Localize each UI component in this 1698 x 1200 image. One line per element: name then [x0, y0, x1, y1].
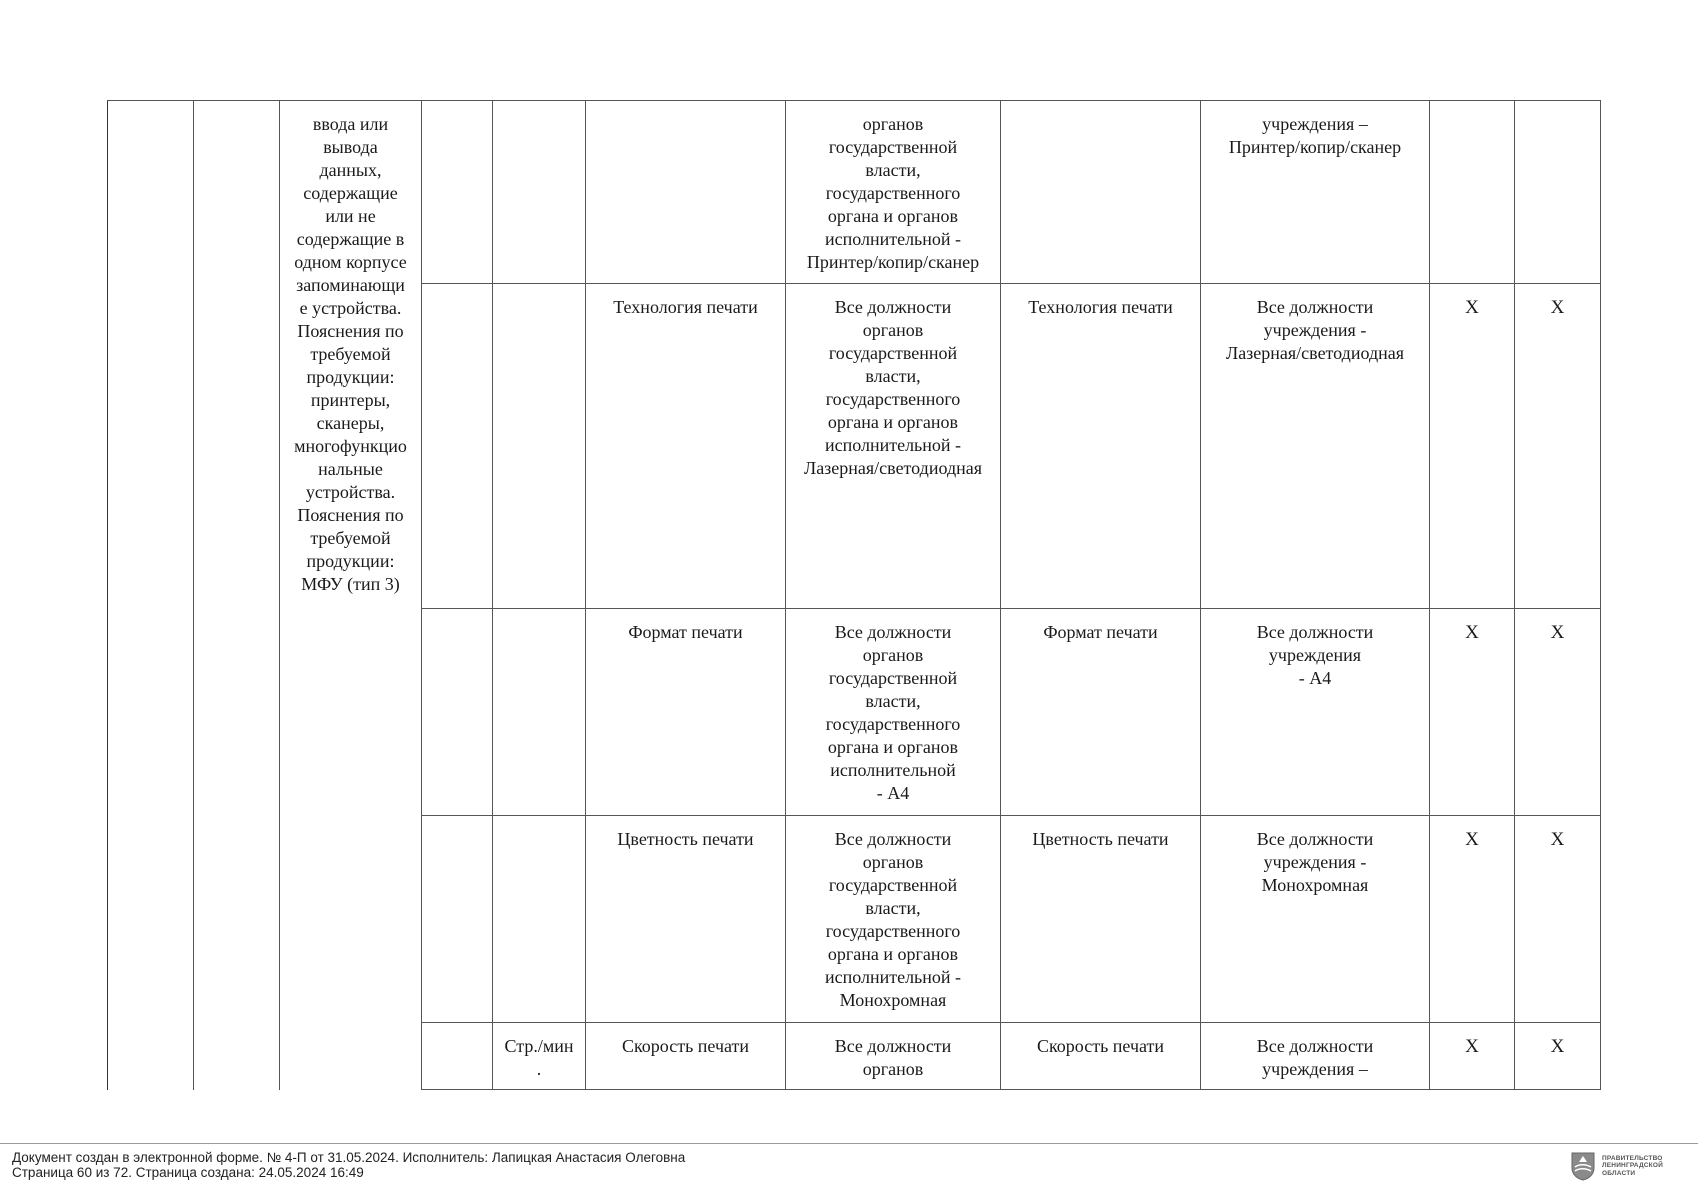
mark-cell: X	[1515, 609, 1601, 816]
logo-caption: ПРАВИТЕЛЬСТВО ЛЕНИНГРАДСКОЙ ОБЛАСТИ	[1602, 1154, 1663, 1177]
footer-page-line: Страница 60 из 72. Страница создана: 24.05.2024 16:49	[12, 1165, 364, 1180]
government-logo	[1570, 1150, 1688, 1182]
empty-cell	[422, 816, 493, 1023]
inst-characteristic-name-cell: Цветность печати	[1001, 816, 1201, 1023]
inst-value-cell: учреждения – Принтер/копир/сканер	[1201, 101, 1430, 284]
unit-cell	[493, 816, 586, 1023]
footer-info	[12, 1150, 685, 1180]
characteristic-name-cell: Скорость печати	[586, 1023, 786, 1090]
footer-document-line: Документ создан в электронной форме. № 4-П от 31.05.2024. Исполнитель: Лапицкая Анастасия Олеговна	[12, 1150, 686, 1165]
mark-cell: X	[1430, 609, 1515, 816]
product-name-cell	[280, 101, 422, 1090]
product-code-column-cell	[194, 101, 280, 1090]
gov-value-cell: Все должности органов государственной власти, государственного органа и органов исполнительной - А4	[786, 609, 1001, 816]
unit-cell: Стр./мин .	[493, 1023, 586, 1090]
unit-cell	[493, 284, 586, 609]
empty-cell	[422, 284, 493, 609]
unit-cell	[493, 609, 586, 816]
mark-cell: X	[1515, 816, 1601, 1023]
requirements-table	[107, 100, 1601, 1090]
inst-value-cell: Все должности учреждения - Лазерная/светодиодная	[1201, 284, 1430, 609]
inst-value-cell: Все должности учреждения - А4	[1201, 609, 1430, 816]
footer-divider	[0, 1143, 1698, 1144]
mark-cell	[1430, 101, 1515, 284]
mark-cell: X	[1430, 816, 1515, 1023]
mark-cell: X	[1515, 284, 1601, 609]
inst-characteristic-name-cell: Технология печати	[1001, 284, 1201, 609]
gov-value-cell: органов государственной власти, государственного органа и органов исполнительной - Принтер/копир/сканер	[786, 101, 1001, 284]
product-description: ввода или вывода данных, содержащие или не содержащие в одном корпусе запоминающи е устройства. Пояснения по требуемой продукции: принтеры, сканеры, многофункцио нальные устройства. Пояснения по требуемой продукции: МФУ (тип 3)	[294, 114, 407, 594]
characteristic-name-cell	[586, 101, 786, 284]
inst-characteristic-name-cell	[1001, 101, 1201, 284]
characteristic-name-cell: Формат печати	[586, 609, 786, 816]
mark-cell: X	[1430, 284, 1515, 609]
inst-value-cell: Все должности учреждения - Монохромная	[1201, 816, 1430, 1023]
characteristic-name-cell: Технология печати	[586, 284, 786, 609]
coat-of-arms-icon	[1570, 1151, 1596, 1181]
mark-cell: X	[1515, 1023, 1601, 1090]
mark-cell: X	[1430, 1023, 1515, 1090]
empty-cell	[422, 101, 493, 284]
empty-cell	[422, 1023, 493, 1090]
empty-cell	[422, 609, 493, 816]
table-row	[108, 101, 1601, 284]
gov-value-cell: Все должности органов государственной власти, государственного органа и органов исполнительной - Лазерная/светодиодная	[786, 284, 1001, 609]
gov-value-cell: Все должности органов государственной власти, государственного органа и органов исполнительной - Монохромная	[786, 816, 1001, 1023]
gov-value-cell: Все должности органов	[786, 1023, 1001, 1090]
inst-characteristic-name-cell: Формат печати	[1001, 609, 1201, 816]
inst-value-cell: Все должности учреждения –	[1201, 1023, 1430, 1090]
unit-cell	[493, 101, 586, 284]
code-column-cell	[108, 101, 194, 1090]
characteristic-name-cell: Цветность печати	[586, 816, 786, 1023]
inst-characteristic-name-cell: Скорость печати	[1001, 1023, 1201, 1090]
mark-cell	[1515, 101, 1601, 284]
